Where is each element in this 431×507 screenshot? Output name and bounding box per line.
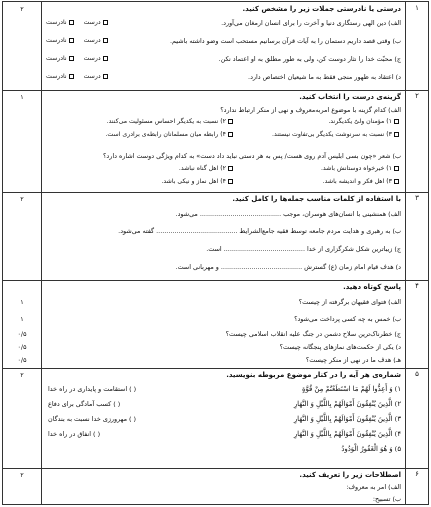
option[interactable]: ۳) اهل فکر و اندیشه باشد.	[323, 178, 401, 186]
question-title: اصطلاحات زیر را تعریف کنید.	[299, 471, 401, 479]
false-checkbox[interactable]	[69, 56, 74, 61]
short-answer-question: هـ) هدف ما در نهی از منکر چیست؟	[305, 356, 401, 364]
topic-match[interactable]: ( ) مهرورزی خدا نسبت به بندگان	[48, 415, 137, 423]
question-score: ۲	[3, 368, 42, 468]
option-checkbox[interactable]	[228, 166, 233, 171]
short-answer-question: الف) فتوای فقیهان برگرفته از چیست؟	[298, 298, 401, 306]
option-checkbox[interactable]	[394, 166, 399, 171]
sub-question: ب) شعر «چون بسی ابلیس آدم روی هست/ پس به هر دستی نباید داد دست» به کدام ویژگی دوست اشاره دارد؟	[103, 152, 401, 160]
true-false-options: درست نادرست	[46, 55, 110, 63]
option[interactable]: ۴) اهل نماز و نیکی باشد.	[161, 178, 235, 186]
option[interactable]: ۱) خیرخواه دوستانش باشد.	[321, 165, 401, 173]
true-checkbox[interactable]	[103, 38, 108, 43]
option-checkbox[interactable]	[228, 132, 233, 137]
question-title: پاسخ کوتاه دهید.	[343, 283, 401, 291]
question-score: ۲	[3, 468, 42, 505]
true-checkbox[interactable]	[103, 20, 108, 25]
false-checkbox[interactable]	[69, 74, 74, 79]
option[interactable]: ۲) نسبت به یکدیگر احساس مسئولیت می‌کنند.	[107, 118, 235, 126]
definition-term: ب) تسبیح:	[372, 495, 401, 503]
question-number: ۲	[405, 90, 428, 192]
exam-sheet	[2, 1, 429, 505]
verse: ۴) الَّذِينَ يُنْفِقُونَ أَمْوَالَهُمْ بِاللَّيْلِ وَ النَّهَارِ	[293, 430, 401, 438]
question-score: ۲	[3, 192, 42, 280]
question-title: شماره‌ی هر آیه را در کنار موضوع مربوطه بنویسید.	[226, 371, 401, 379]
topic-match[interactable]: ( ) استقامت و پایداری در راه خدا	[48, 385, 137, 393]
fill-blank[interactable]: د) هدف قیام امام زمان (ع) گسترش ........................................ و مهربانی است.	[175, 263, 401, 271]
statement: ج) محبّت خدا را نثار دوست کن، ولی به طور مطلق به او اعتماد نکن.	[218, 55, 401, 63]
option[interactable]: ۳) نسبت به سرنوشت یکدیگر بی‌تفاوت نیستند.	[272, 131, 401, 139]
question-2	[3, 90, 428, 193]
statement: ب) وقتی قصد داریم دستمان را به آیات قرآن برسانیم مستحب است وضو داشته باشیم.	[170, 37, 401, 45]
option-checkbox[interactable]	[394, 179, 399, 184]
option-checkbox[interactable]	[228, 119, 233, 124]
option[interactable]: ۴) رابطه میان مسلمانان رابطه‌ی برادری است.	[105, 131, 235, 139]
question-6	[3, 468, 428, 505]
option-checkbox[interactable]	[394, 132, 399, 137]
false-checkbox[interactable]	[69, 38, 74, 43]
question-1	[3, 2, 428, 91]
topic-match[interactable]: ( ) کسب آمادگی برای دفاع	[48, 400, 121, 408]
option-checkbox[interactable]	[228, 179, 233, 184]
question-5	[3, 368, 428, 469]
verse: ۲) الَّذِينَ يُنْفِقُونَ أَمْوَالَهُمْ بِاللَّيْلِ وَ النَّهَارِ	[293, 400, 401, 408]
question-number: ۳	[405, 192, 428, 280]
fill-blank[interactable]: ج) زیباترین شکل شکرگزاری از خدا ........................................ است.	[206, 245, 401, 253]
question-number: ۴	[405, 280, 428, 368]
true-false-options: درست نادرست	[46, 19, 110, 27]
short-answer-question: ج) خطرناک‌ترین سلاح دشمن در جنگ علیه انقلاب اسلامی چیست؟	[225, 330, 401, 338]
option[interactable]: ۱) مؤمنان ولیّ یکدیگرند.	[328, 118, 401, 126]
question-score: ۱ ۱ ۰/۵ ۰/۵ ۰/۵	[3, 280, 42, 368]
true-checkbox[interactable]	[103, 74, 108, 79]
topic-match[interactable]: ( ) انفاق در راه خدا	[48, 430, 101, 438]
true-checkbox[interactable]	[103, 56, 108, 61]
question-score: ۱	[3, 90, 42, 192]
definition-term: الف) امر به معروف:	[346, 483, 401, 491]
question-number: ۱	[405, 2, 428, 90]
question-number: ۵	[405, 368, 428, 468]
option-checkbox[interactable]	[394, 119, 399, 124]
fill-blank[interactable]: الف) همنشینی با انسان‌های هوسران، موجب ........................................ می‌شود.	[175, 210, 401, 218]
false-checkbox[interactable]	[69, 20, 74, 25]
fill-blank[interactable]: ب) به رهبری و هدایت مردم جامعه توسط فقیه جامع‌الشرایط ........................................ گفته می‌شود.	[118, 227, 401, 235]
short-answer-question: ب) خمس به چه کسی پرداخت می‌شود؟	[294, 315, 401, 323]
statement: الف) دین الهی رستگاری دنیا و آخرت را برای انسان ارمغان می‌آورد.	[221, 19, 401, 27]
verse: ۵) وَ هُوَ الْغَفُورُ الْوَدُودُ	[341, 445, 401, 453]
question-score: ۲	[3, 2, 42, 90]
statement: د) اعتقاد به ظهور منجی فقط به ما شیعیان اختصاص دارد.	[248, 73, 401, 81]
true-false-options: درست نادرست	[46, 73, 110, 81]
short-answer-question: د) یکی از حکمت‌های نمازهای پنجگانه چیست؟	[279, 343, 401, 351]
question-title: درستی یا نادرستی جملات زیر را مشخص کنید.	[242, 5, 401, 13]
question-4	[3, 280, 428, 369]
question-title: با استفاده از کلمات مناسب جمله‌ها را کامل کنید.	[232, 195, 401, 203]
option[interactable]: ۲) اهل گناه نباشد.	[179, 165, 235, 173]
verse: ۳) الَّذِينَ يُنْفِقُونَ أَمْوَالَهُمْ بِاللَّيْلِ وَ النَّهَارِ	[293, 415, 401, 423]
question-number: ۶	[405, 468, 428, 505]
question-title: گزینه‌ی درست را انتخاب کنید.	[299, 93, 401, 101]
sub-question: الف) کدام گزینه با موضوع امربه‌معروف و نهی از منکر ارتباط ندارد؟	[220, 106, 401, 114]
true-false-options: درست نادرست	[46, 37, 110, 45]
verse: ۱) وَ أَعِدُّوا لَهُمْ مَا اسْتَطَعْتُمْ مِنْ قُوَّةٍ	[301, 385, 401, 393]
question-3	[3, 192, 428, 281]
